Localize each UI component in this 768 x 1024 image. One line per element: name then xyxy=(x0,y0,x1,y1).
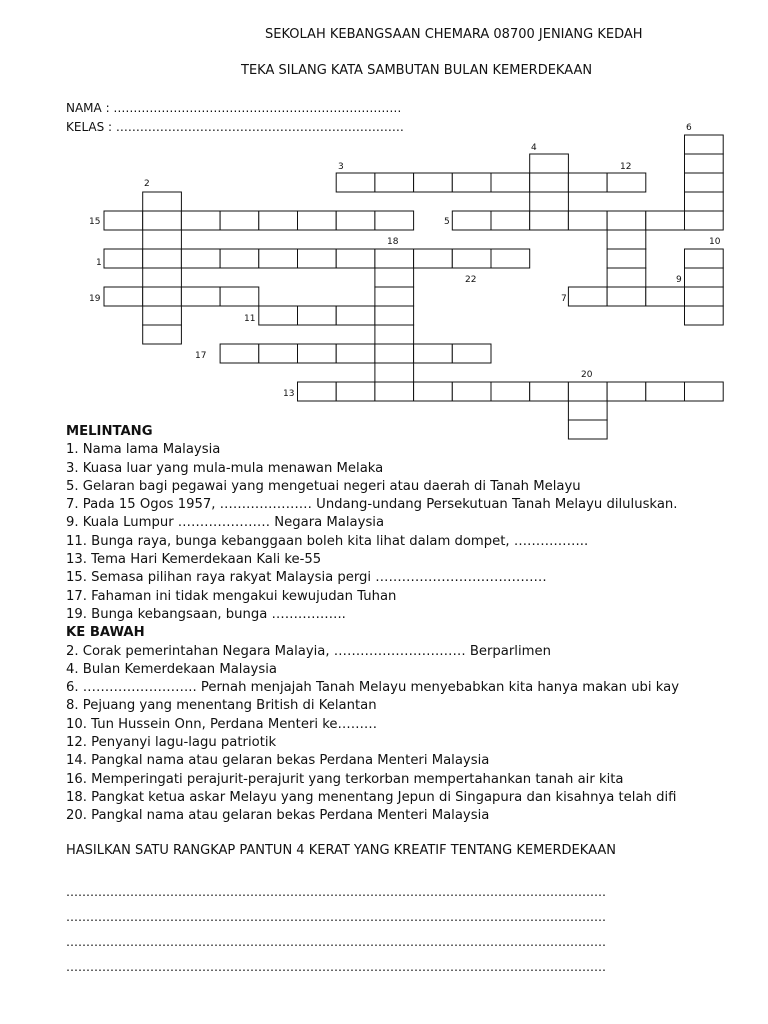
crossword-cell[interactable] xyxy=(491,382,530,401)
crossword-cell[interactable] xyxy=(607,268,646,287)
worksheet-title: TEKA SILANG KATA SAMBUTAN BULAN KEMERDEKAAN xyxy=(241,63,593,78)
crossword-cell[interactable] xyxy=(685,268,724,287)
crossword-cell[interactable] xyxy=(298,211,337,230)
crossword-cell[interactable] xyxy=(491,249,530,268)
crossword-cell[interactable] xyxy=(375,363,414,382)
melintang-heading: MELINTANG xyxy=(66,424,153,439)
crossword-cell[interactable] xyxy=(143,287,182,306)
down-clue: 2. Corak pemerintahan Negara Malayia, ………………………… Berparlimen xyxy=(66,643,551,659)
crossword-cell[interactable] xyxy=(298,344,337,363)
crossword-cell[interactable] xyxy=(336,344,375,363)
crossword-cell[interactable] xyxy=(375,249,414,268)
across-clue: 11. Bunga raya, bunga kebanggaan boleh kita lihat dalam dompet, …………….. xyxy=(66,533,589,549)
clue-number-3: 3 xyxy=(338,162,344,172)
crossword-cell[interactable] xyxy=(143,192,182,211)
crossword-cell[interactable] xyxy=(414,344,453,363)
crossword-cell[interactable] xyxy=(530,382,569,401)
across-clue: 17. Fahaman ini tidak mengakui kewujudan Tuhan xyxy=(66,588,397,604)
down-clue: 18. Pangkat ketua askar Melayu yang menentang Jepun di Singapura dan kisahnya telah difi xyxy=(66,789,677,805)
crossword-cell[interactable] xyxy=(375,306,414,325)
crossword-cell[interactable] xyxy=(220,249,259,268)
crossword-cell[interactable] xyxy=(685,287,724,306)
crossword-cell[interactable] xyxy=(530,173,569,192)
crossword-cell[interactable] xyxy=(143,211,182,230)
clue-number-11: 11 xyxy=(244,314,256,324)
crossword-cell[interactable] xyxy=(143,249,182,268)
down-clue: 16. Memperingati perajurit-perajurit yang terkorban mempertahankan tanah air kita xyxy=(66,771,624,787)
crossword-cell[interactable] xyxy=(259,211,298,230)
crossword-cell[interactable] xyxy=(685,382,724,401)
crossword-cell[interactable] xyxy=(336,382,375,401)
crossword-cell[interactable] xyxy=(104,287,143,306)
crossword-cell[interactable] xyxy=(375,382,414,401)
crossword-cell[interactable] xyxy=(259,344,298,363)
crossword-cell[interactable] xyxy=(259,249,298,268)
answer-line[interactable]: ……………………………………………………………………………………………………………………… xyxy=(66,910,606,924)
clue-number-19: 19 xyxy=(89,294,101,304)
clue-number-1: 1 xyxy=(96,258,102,268)
down-clue: 8. Pejuang yang menentang British di Kelantan xyxy=(66,698,377,714)
crossword-cell[interactable] xyxy=(375,211,414,230)
crossword-cell[interactable] xyxy=(452,382,491,401)
clue-number-7: 7 xyxy=(561,294,567,304)
crossword-cell[interactable] xyxy=(568,287,607,306)
across-clue: 19. Bunga kebangsaan, bunga …………….. xyxy=(66,606,346,622)
crossword-cell[interactable] xyxy=(530,211,569,230)
crossword-cell[interactable] xyxy=(568,401,607,420)
crossword-cell[interactable] xyxy=(259,306,298,325)
across-clue: 1. Nama lama Malaysia xyxy=(66,442,221,458)
crossword-cell[interactable] xyxy=(298,306,337,325)
crossword-cell[interactable] xyxy=(143,230,182,249)
crossword-cell[interactable] xyxy=(607,249,646,268)
crossword-cell[interactable] xyxy=(375,344,414,363)
down-clue: 10. Tun Hussein Onn, Perdana Menteri ke……… xyxy=(66,716,378,732)
clue-number-15: 15 xyxy=(89,217,101,227)
across-clue: 3. Kuasa luar yang mula-mula menawan Melaka xyxy=(66,460,384,476)
crossword-cell[interactable] xyxy=(143,325,182,344)
ke-bawah-heading: KE BAWAH xyxy=(66,625,145,641)
crossword-cell[interactable] xyxy=(181,249,220,268)
crossword-cell[interactable] xyxy=(685,211,724,230)
crossword-cell[interactable] xyxy=(104,249,143,268)
crossword-cell[interactable] xyxy=(298,382,337,401)
crossword-cell[interactable] xyxy=(220,287,259,306)
down-clue: 20. Pangkal nama atau gelaran bekas Perdana Menteri Malaysia xyxy=(66,808,490,824)
clue-number-13: 13 xyxy=(283,389,295,399)
crossword-cell[interactable] xyxy=(685,173,724,192)
crossword-cell[interactable] xyxy=(452,173,491,192)
crossword-cell[interactable] xyxy=(685,154,724,173)
crossword-cell[interactable] xyxy=(375,268,414,287)
clue-number-4: 4 xyxy=(531,143,537,153)
clue-number-22: 22 xyxy=(465,275,477,285)
crossword-cell[interactable] xyxy=(143,306,182,325)
clue-number-18: 18 xyxy=(387,237,399,247)
across-clue: 9. Kuala Lumpur ………………… Negara Malaysia xyxy=(66,515,385,531)
answer-line[interactable]: ……………………………………………………………………………………………………………………… xyxy=(66,935,606,949)
crossword-cell[interactable] xyxy=(607,230,646,249)
clue-number-17: 17 xyxy=(195,351,207,361)
clue-number-20: 20 xyxy=(581,370,593,380)
down-clue: 12. Penyanyi lagu-lagu patriotik xyxy=(66,735,277,751)
crossword-cell[interactable] xyxy=(452,249,491,268)
across-clue: 13. Tema Hari Kemerdekaan Kali ke-55 xyxy=(66,552,322,568)
crossword-cell[interactable] xyxy=(298,249,337,268)
clue-number-5: 5 xyxy=(444,217,450,227)
crossword-cell[interactable] xyxy=(685,249,724,268)
clue-number-12: 12 xyxy=(620,162,632,172)
down-clue: 6. …………………….. Pernah menjajah Tanah Melayu menyebabkan kita hanya makan ubi kay xyxy=(66,680,680,696)
crossword-cell[interactable] xyxy=(491,173,530,192)
crossword-cell[interactable] xyxy=(375,173,414,192)
clue-list xyxy=(66,423,726,826)
crossword-cell[interactable] xyxy=(646,287,685,306)
crossword-cell[interactable] xyxy=(336,306,375,325)
crossword-cell[interactable] xyxy=(336,249,375,268)
clue-number-6: 6 xyxy=(686,123,692,133)
crossword-cell[interactable] xyxy=(568,382,607,401)
clue-number-2: 2 xyxy=(144,179,150,189)
crossword-cell[interactable] xyxy=(336,173,375,192)
crossword-cell[interactable] xyxy=(568,173,607,192)
clue-number-9: 9 xyxy=(676,275,682,285)
crossword-cell[interactable] xyxy=(220,344,259,363)
down-clue: 14. Pangkal nama atau gelaran bekas Perdana Menteri Malaysia xyxy=(66,753,490,769)
crossword-cell[interactable] xyxy=(452,211,491,230)
crossword-cells xyxy=(104,135,723,439)
down-clue: 4. Bulan Kemerdekaan Malaysia xyxy=(66,661,277,677)
school-name: SEKOLAH KEBANGSAAN CHEMARA 08700 JENIANG KEDAH xyxy=(265,27,643,42)
kelas-field: KELAS : ……………………………………………………………… xyxy=(66,120,404,134)
crossword-cell[interactable] xyxy=(607,287,646,306)
crossword-cell[interactable] xyxy=(143,268,182,287)
crossword-cell[interactable] xyxy=(181,287,220,306)
crossword-cell[interactable] xyxy=(491,211,530,230)
crossword-cell[interactable] xyxy=(452,344,491,363)
crossword-cell[interactable] xyxy=(530,192,569,211)
crossword-cell[interactable] xyxy=(375,325,414,344)
crossword-cell[interactable] xyxy=(414,382,453,401)
crossword-cell[interactable] xyxy=(607,382,646,401)
crossword-cell[interactable] xyxy=(220,211,259,230)
crossword-cell[interactable] xyxy=(685,135,724,154)
across-clue: 5. Gelaran bagi pegawai yang mengetuai negeri atau daerah di Tanah Melayu xyxy=(66,478,581,494)
clue-number-10: 10 xyxy=(709,237,721,247)
crossword-cell[interactable] xyxy=(530,154,569,173)
crossword-cell[interactable] xyxy=(646,211,685,230)
pantun-task: HASILKAN SATU RANGKAP PANTUN 4 KERAT YANG KREATIF TENTANG KEMERDEKAAN xyxy=(66,843,616,858)
crossword-cell[interactable] xyxy=(607,211,646,230)
crossword-cell[interactable] xyxy=(685,306,724,325)
crossword-cell[interactable] xyxy=(414,173,453,192)
crossword-cell[interactable] xyxy=(685,192,724,211)
crossword-cell[interactable] xyxy=(336,211,375,230)
crossword-cell[interactable] xyxy=(104,211,143,230)
crossword-cell[interactable] xyxy=(568,211,607,230)
crossword-cell[interactable] xyxy=(646,382,685,401)
crossword-cell[interactable] xyxy=(375,287,414,306)
crossword-cell[interactable] xyxy=(414,249,453,268)
crossword-cell[interactable] xyxy=(181,211,220,230)
answer-line[interactable]: ……………………………………………………………………………………………………………………… xyxy=(66,960,606,974)
across-clue: 15. Semasa pilihan raya rakyat Malaysia pergi ………………………………… xyxy=(66,570,547,586)
crossword-grid xyxy=(0,0,768,460)
crossword-cell[interactable] xyxy=(607,173,646,192)
across-clue: 7. Pada 15 Ogos 1957, ………………… Undang-undang Persekutuan Tanah Melayu diluluskan. xyxy=(66,497,678,513)
nama-field: NAMA : ……………………………………………………………… xyxy=(66,101,402,115)
answer-line[interactable]: ……………………………………………………………………………………………………………………… xyxy=(66,885,606,899)
